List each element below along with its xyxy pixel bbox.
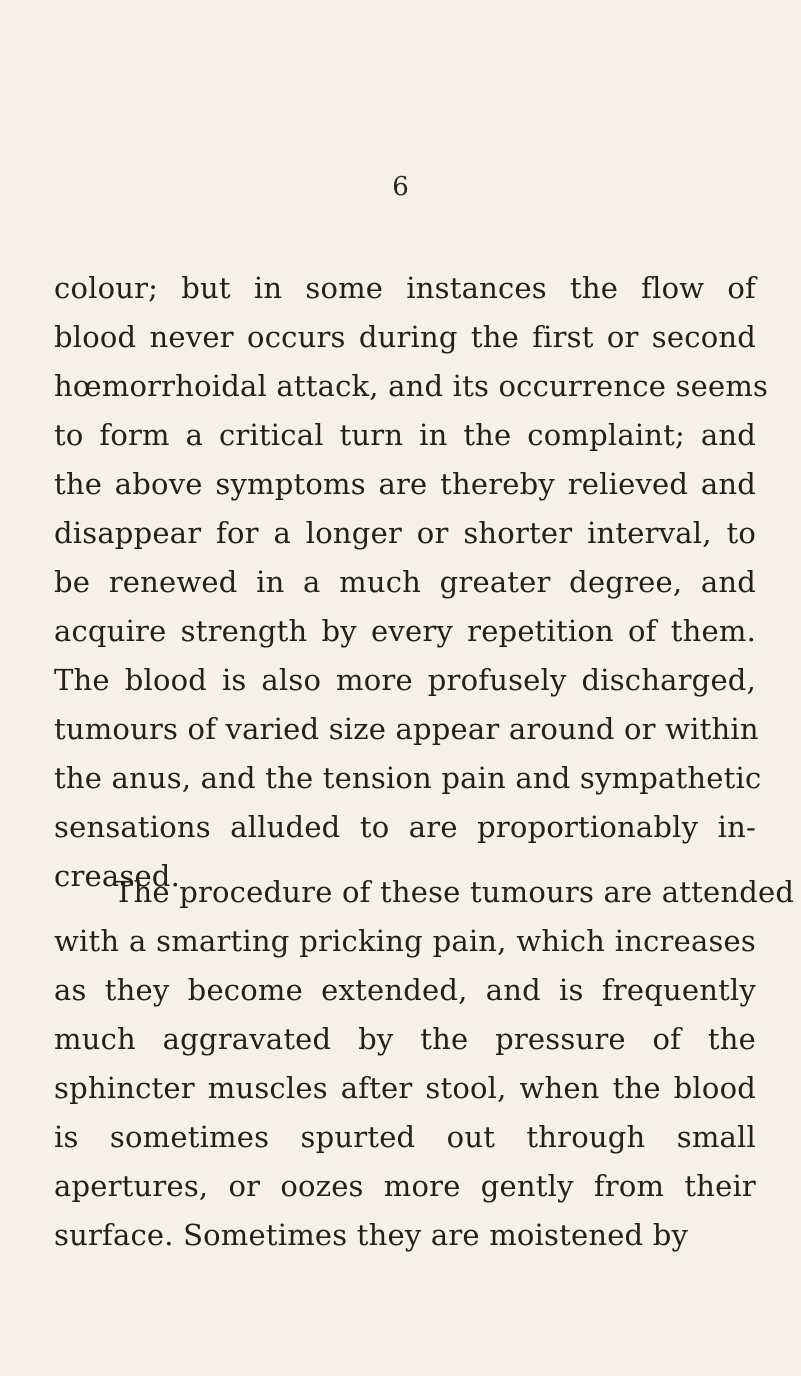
- text-line: The procedure of these tumours are attended: [114, 875, 795, 909]
- text-line: is sometimes spurted out through small: [54, 1120, 756, 1154]
- text-line: to form a critical turn in the complaint; and: [54, 418, 756, 452]
- text-line: sensations alluded to are proportionably in-: [54, 810, 756, 844]
- text-line: The blood is also more profusely discharged,: [54, 663, 756, 697]
- text-line: disappear for a longer or shorter interval, to: [54, 516, 756, 550]
- text-line: as they become extended, and is frequently: [54, 973, 756, 1007]
- text-line: be renewed in a much greater degree, and: [54, 565, 756, 599]
- paragraph-2: [54, 868, 795, 1260]
- text-line: much aggravated by the pressure of the: [54, 1022, 756, 1056]
- text-line: surface. Sometimes they are moistened by: [54, 1218, 689, 1252]
- text-line: sphincter muscles after stool, when the blood: [54, 1071, 756, 1105]
- text-line: with a smarting pricking pain, which increases: [54, 924, 756, 958]
- text-line: apertures, or oozes more gently from their: [54, 1169, 756, 1203]
- text-line: tumours of varied size appear around or within: [54, 712, 759, 746]
- text-line: the anus, and the tension pain and sympathetic: [54, 761, 762, 795]
- text-line: hœmorrhoidal attack, and its occurrence seems: [54, 369, 769, 403]
- text-line: acquire strength by every repetition of them.: [54, 614, 756, 648]
- text-line: creased.: [54, 859, 180, 893]
- text-line: the above symptoms are thereby relieved and: [54, 467, 756, 501]
- text-line: blood never occurs during the first or second: [54, 320, 756, 354]
- paragraph-1: [54, 264, 769, 901]
- page-number: 6: [392, 172, 409, 202]
- text-line: colour; but in some instances the flow of: [54, 271, 756, 305]
